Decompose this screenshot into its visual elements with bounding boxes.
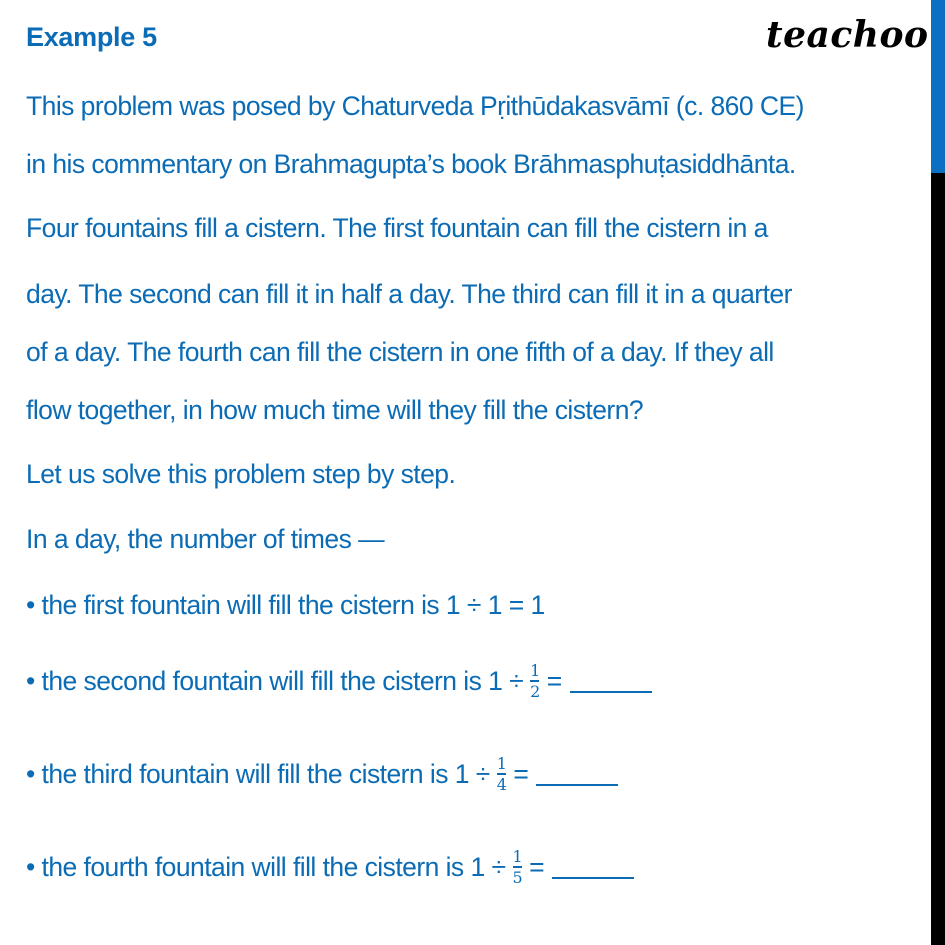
numerator: 1 xyxy=(530,661,540,680)
fraction-one-quarter xyxy=(496,755,508,793)
problem-line: day. The second can fill it in half a day. The third can fill it in a quarter xyxy=(26,279,792,309)
equals-sign: = xyxy=(546,665,562,696)
teachoo-logo: teachoo xyxy=(766,14,929,56)
bullet-text: • the third fountain will fill the cistern is 1 ÷ xyxy=(26,758,490,789)
denominator: 2 xyxy=(530,681,540,701)
page-title: Example 5 xyxy=(26,22,157,52)
solution-lead: In a day, the number of times — xyxy=(26,524,385,554)
bullet-text: • the second fountain will fill the cistern is 1 ÷ xyxy=(26,665,524,696)
equals-sign: = xyxy=(529,851,545,882)
problem-line: flow together, in how much time will they fill the cistern? xyxy=(26,395,644,425)
accent-bar-top xyxy=(931,0,945,173)
bullet-fourth-fountain xyxy=(26,848,634,886)
denominator: 4 xyxy=(496,774,507,794)
fraction-one-half xyxy=(529,662,541,700)
numerator: 1 xyxy=(496,754,507,773)
answer-blank xyxy=(570,669,652,693)
problem-line: This problem was posed by Chaturveda Pṛithūdakasvāmī (c. 860 CE) xyxy=(26,91,804,121)
problem-line: of a day. The fourth can fill the cistern in one fifth of a day. If they all xyxy=(26,337,774,367)
solution-intro: Let us solve this problem step by step. xyxy=(26,459,456,489)
denominator: 5 xyxy=(512,867,523,887)
equals-sign: = xyxy=(513,758,529,789)
bullet-third-fountain xyxy=(26,755,618,793)
numerator: 1 xyxy=(512,847,523,866)
accent-bar-bottom xyxy=(931,173,945,945)
bullet-second-fountain xyxy=(26,662,652,700)
bullet-text: • the fourth fountain will fill the cistern is 1 ÷ xyxy=(26,851,506,882)
problem-line: in his commentary on Brahmagupta’s book Brāhmasphuṭasiddhānta. xyxy=(26,149,796,179)
problem-line: Four fountains fill a cistern. The first fountain can fill the cistern in a xyxy=(26,213,768,243)
bullet-first-fountain: • the first fountain will fill the cistern is 1 ÷ 1 = 1 xyxy=(26,590,545,620)
fraction-one-fifth xyxy=(511,848,523,886)
answer-blank xyxy=(552,855,634,879)
answer-blank xyxy=(536,762,618,786)
